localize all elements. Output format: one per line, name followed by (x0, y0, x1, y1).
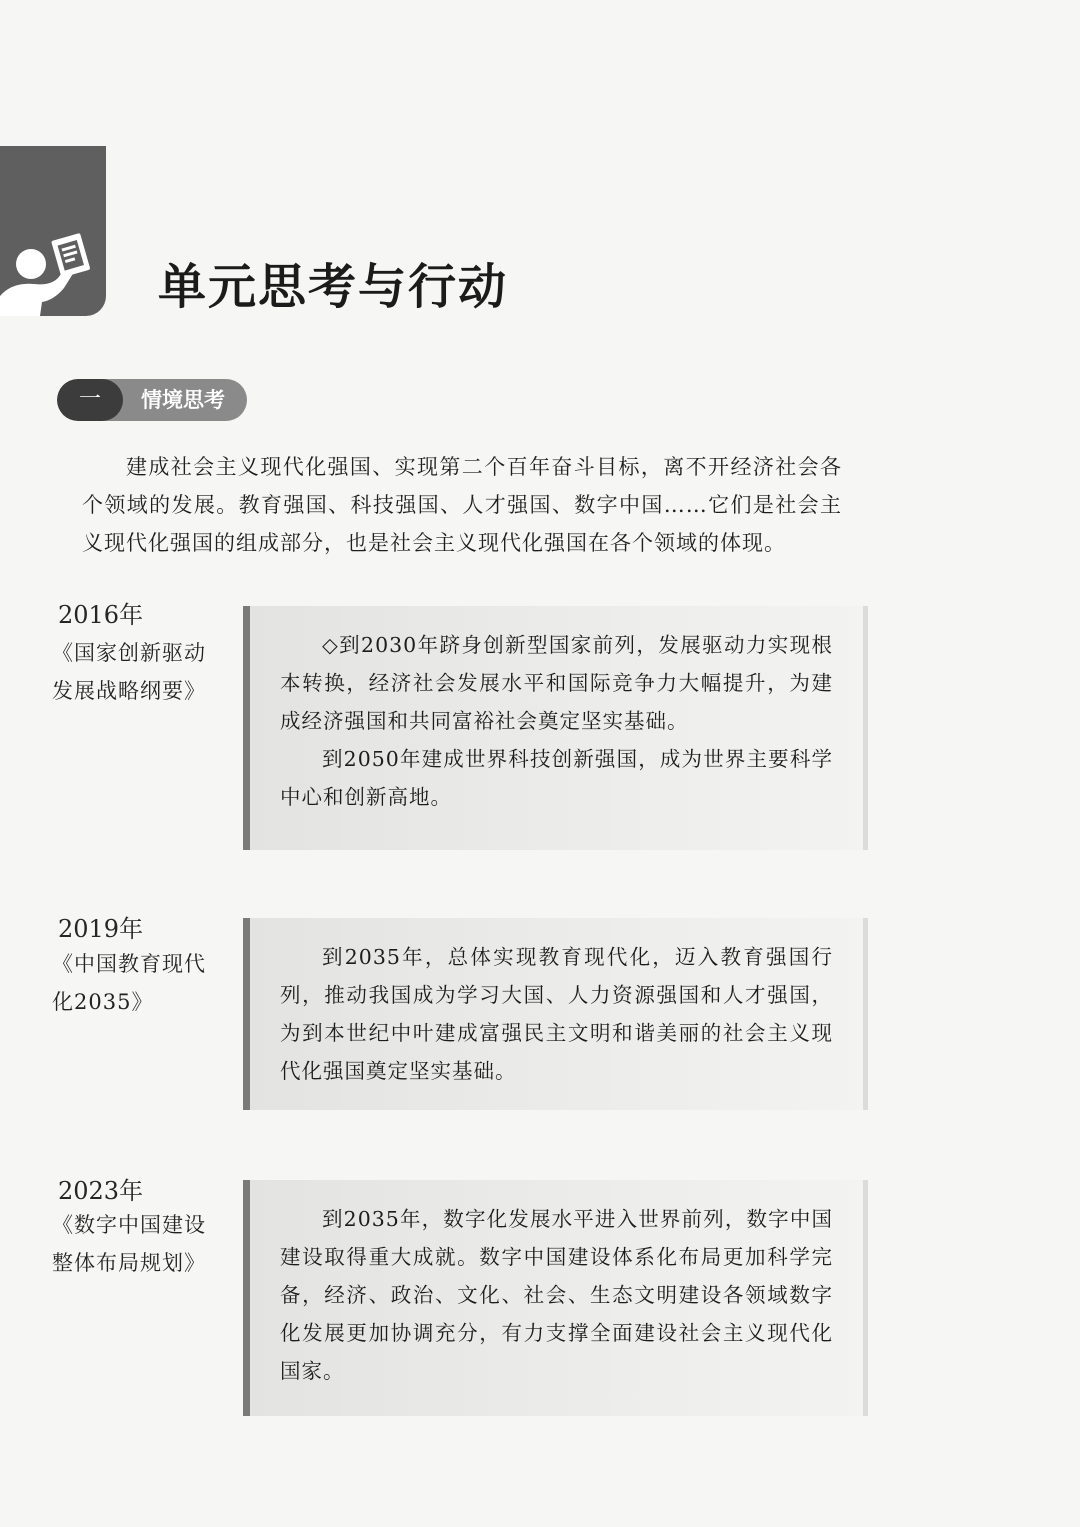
entry-year: 2019年 (58, 915, 144, 943)
entry-year: 2016年 (58, 601, 144, 629)
entry-paragraph: ◇到2030年跻身创新型国家前列，发展驱动力实现根本转换，经济社会发展水平和国际竞争力大幅提升，为建成经济强国和共同富裕社会奠定坚实基础。 (280, 633, 833, 733)
person-reading-icon (0, 146, 106, 316)
section-heading-pill (57, 379, 247, 421)
section-label: 情境思考 (141, 388, 225, 412)
entry-paragraph: 到2050年建成世界科技创新强国，成为世界主要科学中心和创新高地。 (280, 747, 833, 809)
entry-quote-box (243, 918, 868, 1110)
entry-paragraph: 到2035年，总体实现教育现代化，迈入教育强国行列，推动我国成为学习大国、人力资源强国和人才强国，为到本世纪中叶建成富强民主文明和谐美丽的社会主义现代化强国奠定坚实基础。 (280, 945, 833, 1083)
entry-document-title: 《国家创新驱动发展战略纲要》 (52, 641, 206, 703)
entry-quote-box (243, 606, 868, 850)
section-number: 一 (57, 379, 123, 421)
entry-paragraph: 到2035年，数字化发展水平进入世界前列，数字中国建设取得重大成就。数字中国建设体系化布局更加科学完备，经济、政治、文化、社会、生态文明建设各领域数字化发展更加协调充分，有力支撑全面建设社会主义现代化国家。 (280, 1207, 833, 1383)
entry-year: 2023年 (58, 1177, 144, 1205)
entry-document-title: 《中国教育现代化2035》 (52, 952, 206, 1014)
entry-document-title: 《数字中国建设整体布局规划》 (52, 1213, 206, 1275)
entry-quote-box (243, 1180, 868, 1416)
page-title: 单元思考与行动 (158, 259, 509, 315)
unit-header-icon-block (0, 146, 106, 316)
intro-paragraph: 建成社会主义现代化强国、实现第二个百年奋斗目标，离不开经济社会各个领域的发展。教育强国、科技强国、人才强国、数字中国……它们是社会主义现代化强国的组成部分，也是社会主义现代化强国在各个领域的体现。 (82, 455, 842, 555)
